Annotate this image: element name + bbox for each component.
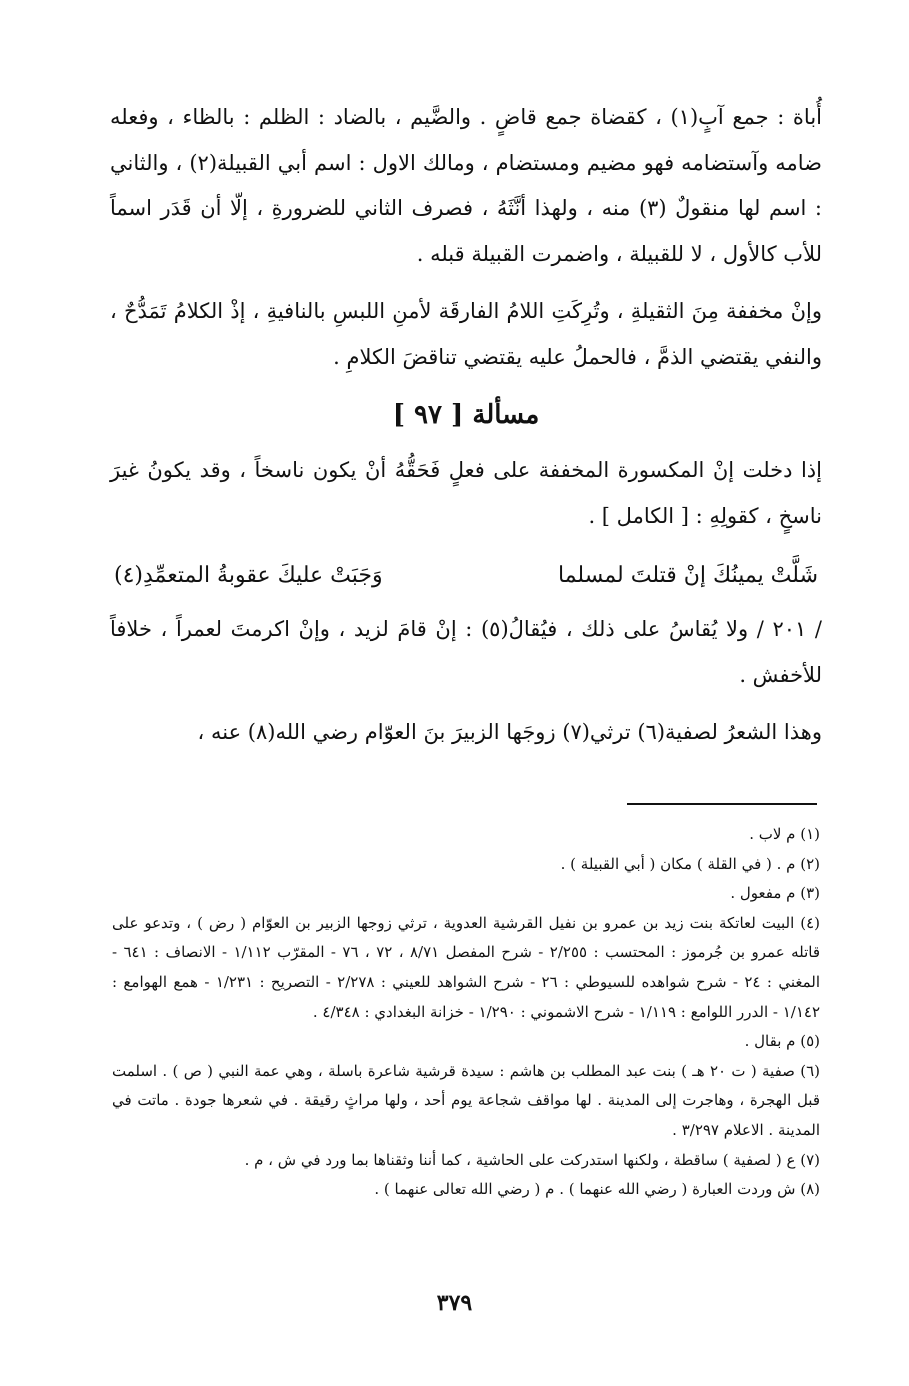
footnote: (٨) ش وردت العبارة ( رضي الله عنهما ) . م ( رضي الله تعالى عنهما ) . [374,1180,820,1199]
paragraph-4: / ٢٠١ / ولا يُقاسُ على ذلك ، فيُقالُ(٥) : إنْ قامَ لزيد ، وإنْ اكرمتَ لعمراً ، خلافاً للأخفش . [110,617,822,687]
poetry-verse [110,551,822,601]
paragraph-5: وهذا الشعرُ لصفية(٦) ترثي(٧) زوجَها الزبيرَ بنَ العوّام رضي الله(٨) عنه ، [197,720,822,744]
verse-first-hemistich: شَلَّتْ يمينُكَ إنْ قتلتَ لمسلما [557,563,818,588]
page-number: ٣٧٩ [436,1290,473,1316]
paragraph-2: وإنْ مخففة مِنَ الثقيلةِ ، وتُرِكَتِ اللامُ الفارقَة لأمنِ اللبسِ بالنافيةِ ، إذْ الكلامُ تَمَدُّحٌ ، والنفي يقتضي الذمَّ ، فالحملُ عليه يقتضي تناقضَ الكلامِ . [110,299,822,369]
footnotes [112,820,820,1205]
paragraph-1: أُباة : جمع آبٍ(١) ، كقضاة جمع قاضٍ . والضَّيم ، بالضاد : الظلم : بالظاء ، وفعله ضامه وآستضامه فهو مضيم ومستضام ، ومالك الاول : اسم أبي القبيلة(٢) ، والثاني : اسم لها منقولٌ (٣) منه ، ولهذا أنَّثَهُ ، فصرف الثاني للضرورةِ ، إلّا أن قَدَر اسماً للأب كالأول ، لا للقبيلة ، واضمرت القبيلة قبله . [110,105,823,266]
footnote: (١) م لاب . [749,825,820,843]
footnote: (٢) م . ( في القلة ) مكان ( أبي القبيلة ) . [560,854,820,873]
footnote: (٤) البيت لعاتكة بنت زيد بن عمرو بن نفيل القرشية العدوية ، ترثي زوجها الزبير بن العوّام ( رض ) ، وتدعو على قاتله عمرو بن جُرموز : المحتسب : ٢/٢٥٥ - شرح المفصل ٨/٧١ ، ٧٢ ، ٧٦ - المقرّب ١/١١٢ - الانصاف : ٦٤١ - المغني : ٢٤ - شرح شواهده للسيوطي : ٢٦ - شرح الشواهد للعيني : ٢/٢٧٨ - التصريح : ١/٢٣١ - همع الهوامع : ١/١٤٢ - الدرر اللوامع : ١/١١٩ - شرح الاشموني : ١/٢٩٠ - خزانة البغدادي : ٤/٣٤٨ . [112,913,821,1021]
section-heading: مسألة [ ٩٧ ] [392,400,540,430]
paragraph-3: إذا دخلت إنْ المكسورة المخففة على فعلٍ فَحَقُّهُ أنْ يكون ناسخاً ، وقد يكونُ غيرَ ناسخٍ ، كقولِهِ : [ الكامل ] . [110,458,822,528]
footnote: (٦) صفية ( ت ٢٠ هـ ) بنت عبد المطلب بن هاشم : سيدة قرشية شاعرة باسلة ، وهي عمة النبي ( ص ) . اسلمت قبل الهجرة ، وهاجرت إلى المدينة . لها مواقف شجاعة يوم أحد ، ولها مراثٍ رقيقة . في شعرها جودة . ماتت في المدينة . الاعلام ٣/٢٩٧ . [112,1061,820,1139]
footnote: (٣) م مفعول . [730,884,820,903]
footnote: (٧) ع ( لصفية ) ساقطة ، ولكنها استدركت على الحاشية ، كما أننا وثقناها بما ورد في ش ، م . [244,1150,820,1169]
verse-second-hemistich: وَجَبَتْ عليكَ عقوبةُ المتعمِّدِ(٤) [114,563,383,588]
main-text [110,95,822,768]
footnote-divider [627,803,817,805]
footnote: (٥) م بقال . [744,1032,820,1051]
